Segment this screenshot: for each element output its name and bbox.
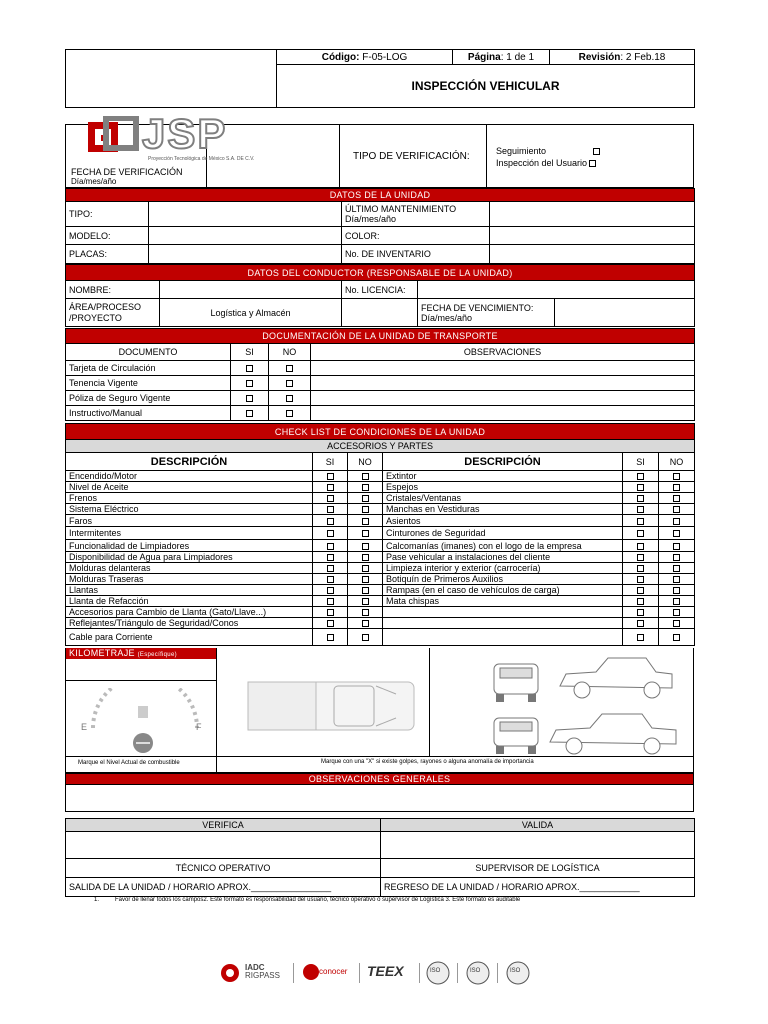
doc-no-checkbox[interactable] — [286, 410, 293, 417]
checklist-left-si-checkbox[interactable] — [327, 576, 334, 583]
table-row — [66, 540, 695, 552]
checklist-right-label: Mata chispas — [383, 596, 623, 607]
checklist-right-si-checkbox[interactable] — [637, 543, 644, 550]
checklist-right-label: Pase vehicular a instalaciones del cliente — [383, 552, 623, 563]
checklist-right-no-checkbox-cell — [659, 552, 695, 563]
kilometraje-label: KILOMETRAJE (Específique) — [66, 648, 216, 659]
unidad-section-title: DATOS DE LA UNIDAD — [66, 189, 695, 202]
checklist-right-no-checkbox-cell — [659, 618, 695, 629]
checklist-right-no-checkbox-cell — [659, 504, 695, 515]
modelo-label: MODELO: — [66, 227, 149, 245]
checklist-right-si-checkbox-cell — [623, 471, 659, 482]
checklist-left-si-checkbox-cell — [313, 585, 348, 596]
area-extra-field[interactable] — [342, 299, 418, 327]
checklist-left-label: Llantas — [66, 585, 313, 596]
checklist-left-label: Llanta de Refacción — [66, 596, 313, 607]
checklist-right-si-checkbox[interactable] — [637, 587, 644, 594]
table-row — [66, 585, 695, 596]
col-si-left: SI — [313, 453, 348, 471]
checklist-left-no-checkbox[interactable] — [362, 506, 369, 513]
seguimiento-checkbox[interactable] — [593, 148, 600, 155]
col-documento: DOCUMENTO — [66, 344, 231, 361]
checklist-left-no-checkbox-cell — [348, 504, 383, 515]
checklist-right-label: Rampas (en el caso de vehículos de carga) — [383, 585, 623, 596]
checklist-left-si-checkbox[interactable] — [327, 598, 334, 605]
checklist-right-si-checkbox-cell — [623, 540, 659, 552]
doc-label: Tarjeta de Circulación — [66, 361, 231, 376]
color-field[interactable] — [490, 227, 695, 245]
doc-label: Tenencia Vigente — [66, 376, 231, 391]
tipo-verificacion-label: TIPO DE VERIFICACIÓN: — [353, 151, 470, 162]
checklist-right-si-checkbox[interactable] — [637, 620, 644, 627]
checklist-right-si-checkbox-cell — [623, 552, 659, 563]
header-table — [65, 49, 695, 108]
checklist-left-si-checkbox[interactable] — [327, 587, 334, 594]
checklist-left-si-checkbox[interactable] — [327, 609, 334, 616]
gauge-empty-label: E — [81, 722, 88, 732]
checklist-right-si-checkbox[interactable] — [637, 634, 644, 641]
checklist-right-si-checkbox[interactable] — [637, 576, 644, 583]
checklist-left-si-checkbox[interactable] — [327, 634, 334, 641]
checklist-left-label: Faros — [66, 515, 313, 527]
table-row — [66, 482, 695, 493]
checklist-right-no-checkbox[interactable] — [673, 495, 680, 502]
checklist-right-si-checkbox[interactable] — [637, 495, 644, 502]
verifica-signature-field[interactable] — [66, 832, 381, 859]
nombre-label: NOMBRE: — [66, 281, 160, 299]
checklist-table — [65, 423, 695, 646]
modelo-field[interactable] — [149, 227, 342, 245]
tecnico-operativo-label: TÉCNICO OPERATIVO — [66, 859, 381, 878]
checklist-left-no-checkbox-cell — [348, 515, 383, 527]
kilometraje-block — [65, 648, 694, 773]
table-row — [66, 391, 695, 406]
checklist-left-si-checkbox[interactable] — [327, 543, 334, 550]
checklist-left-label: Reflejantes/Triángulo de Seguridad/Conos — [66, 618, 313, 629]
checklist-right-label: Extintor — [383, 471, 623, 482]
checklist-right-label: Cinturones de Seguridad — [383, 527, 623, 540]
iadc-logo-icon — [219, 962, 241, 984]
table-row — [66, 563, 695, 574]
conductor-table — [65, 264, 695, 327]
checklist-left-label: Intermitentes — [66, 527, 313, 540]
fecha-verificacion: FECHA DE VERIFICACIÓN Día/mes/año — [71, 167, 183, 186]
checklist-left-no-checkbox-cell — [348, 471, 383, 482]
conocer-logo-text: conocer — [319, 967, 348, 976]
tipo-label: TIPO: — [66, 202, 149, 227]
checklist-left-no-checkbox-cell — [348, 493, 383, 504]
checklist-right-label: Asientos — [383, 515, 623, 527]
fuel-gauge-icon — [81, 688, 211, 754]
area-label: ÁREA/PROCESO /PROYECTO — [66, 299, 160, 327]
checklist-left-label: Accesorios para Cambio de Llanta (Gato/Llave...) — [66, 607, 313, 618]
tipo-field[interactable] — [149, 202, 342, 227]
valida-label: VALIDA — [381, 819, 695, 832]
checklist-right-si-checkbox[interactable] — [637, 565, 644, 572]
vehicle-rear-view-icon[interactable] — [486, 710, 546, 756]
documentacion-section-title: DOCUMENTACIÓN DE LA UNIDAD DE TRANSPORTE — [66, 329, 695, 344]
checklist-left-si-checkbox-cell — [313, 493, 348, 504]
checklist-left-no-checkbox[interactable] — [362, 495, 369, 502]
revision-cell: Revisión: 2 Feb.18 — [550, 50, 695, 65]
checklist-left-si-checkbox[interactable] — [327, 530, 334, 537]
doc-no-checkbox[interactable] — [286, 365, 293, 372]
doc-label: Instructivo/Manual — [66, 406, 231, 421]
checklist-right-no-checkbox-cell — [659, 540, 695, 552]
vehicle-side-view-2-icon[interactable] — [546, 710, 681, 756]
vencimiento-label: FECHA DE VENCIMIENTO: Día/mes/año — [418, 299, 555, 327]
color-label: COLOR: — [342, 227, 490, 245]
checklist-right-si-checkbox[interactable] — [637, 598, 644, 605]
valida-signature-field[interactable] — [381, 832, 695, 859]
checklist-left-no-checkbox[interactable] — [362, 518, 369, 525]
checklist-left-si-checkbox-cell — [313, 574, 348, 585]
checklist-left-si-checkbox-cell — [313, 504, 348, 515]
col-si-right: SI — [623, 453, 659, 471]
checklist-right-label: Espejos — [383, 482, 623, 493]
table-row — [66, 574, 695, 585]
checklist-right-si-checkbox[interactable] — [637, 530, 644, 537]
col-observaciones: OBSERVACIONES — [311, 344, 695, 361]
checklist-left-no-checkbox-cell — [348, 552, 383, 563]
checklist-right-label: Botiquín de Primeros Auxilios — [383, 574, 623, 585]
checklist-right-no-checkbox[interactable] — [673, 587, 680, 594]
checklist-right-no-checkbox[interactable] — [673, 484, 680, 491]
table-row — [66, 607, 695, 618]
checklist-left-no-checkbox[interactable] — [362, 484, 369, 491]
checklist-left-no-checkbox[interactable] — [362, 609, 369, 616]
checklist-right-no-checkbox[interactable] — [673, 576, 680, 583]
fuel-note: Marque el Nivel Actual de combustible — [78, 760, 180, 766]
inspeccion-usuario-checkbox[interactable] — [589, 160, 596, 167]
iso-badge-2-text: ISO — [470, 968, 481, 974]
table-row — [66, 361, 695, 376]
logo-mark-icon — [84, 116, 144, 166]
col-descripcion-left: DESCRIPCIÓN — [66, 453, 313, 471]
conocer-logo-icon — [301, 962, 321, 982]
checklist-left-label: Molduras delanteras — [66, 563, 313, 574]
regreso-unidad-field[interactable]: REGRESO DE LA UNIDAD / HORARIO APROX.____________ — [381, 878, 695, 897]
doc-no-checkbox[interactable] — [286, 380, 293, 387]
checklist-right-si-checkbox-cell — [623, 527, 659, 540]
checklist-left-no-checkbox[interactable] — [362, 576, 369, 583]
vehicle-side-view-icon[interactable] — [556, 652, 676, 702]
checklist-left-si-checkbox-cell — [313, 515, 348, 527]
checklist-left-si-checkbox[interactable] — [327, 473, 334, 480]
checklist-left-si-checkbox-cell — [313, 596, 348, 607]
checklist-right-no-checkbox[interactable] — [673, 530, 680, 537]
checklist-right-no-checkbox[interactable] — [673, 609, 680, 616]
checklist-left-no-checkbox-cell — [348, 629, 383, 646]
checklist-left-si-checkbox-cell — [313, 563, 348, 574]
checklist-left-no-checkbox[interactable] — [362, 587, 369, 594]
checklist-right-si-checkbox-cell — [623, 607, 659, 618]
checklist-right-no-checkbox-cell — [659, 482, 695, 493]
footer-logos — [219, 958, 549, 988]
checklist-right-no-checkbox[interactable] — [673, 554, 680, 561]
checklist-right-no-checkbox[interactable] — [673, 634, 680, 641]
checklist-right-label — [383, 618, 623, 629]
checklist-right-si-checkbox-cell — [623, 629, 659, 646]
checklist-right-si-checkbox[interactable] — [637, 473, 644, 480]
observaciones-table — [65, 773, 694, 812]
vencimiento-field[interactable] — [555, 299, 695, 327]
checklist-left-si-checkbox[interactable] — [327, 506, 334, 513]
ultimo-mantenimiento-field[interactable] — [490, 202, 695, 227]
checklist-left-no-checkbox-cell — [348, 527, 383, 540]
col-no: NO — [269, 344, 311, 361]
doc-obs-field[interactable] — [311, 391, 695, 406]
conductor-section-title: DATOS DEL CONDUCTOR (RESPONSABLE DE LA UNIDAD) — [66, 265, 695, 281]
checklist-right-label: Manchas en Vestiduras — [383, 504, 623, 515]
checklist-right-no-checkbox[interactable] — [673, 620, 680, 627]
doc-si-checkbox[interactable] — [246, 395, 253, 402]
checklist-right-no-checkbox-cell — [659, 574, 695, 585]
header-blank — [66, 50, 277, 108]
checklist-left-no-checkbox[interactable] — [362, 565, 369, 572]
checklist-right-label: Calcomanías (imanes) con el logo de la empresa — [383, 540, 623, 552]
damage-note: Marque con una "X" si existe golpes, rayones o alguna anomalía de importancia — [321, 759, 534, 765]
checklist-right-no-checkbox-cell — [659, 585, 695, 596]
checklist-right-no-checkbox-cell — [659, 629, 695, 646]
firmas-table — [65, 818, 695, 897]
doc-si-checkbox[interactable] — [246, 365, 253, 372]
checklist-right-no-checkbox[interactable] — [673, 473, 680, 480]
checklist-right-si-checkbox-cell — [623, 574, 659, 585]
observaciones-section-title: OBSERVACIONES GENERALES — [66, 774, 694, 785]
salida-unidad-field[interactable]: SALIDA DE LA UNIDAD / HORARIO APROX.________________ — [66, 878, 381, 897]
unidad-table — [65, 188, 695, 264]
checklist-right-si-checkbox[interactable] — [637, 484, 644, 491]
inventario-label: No. DE INVENTARIO — [342, 245, 490, 264]
checklist-right-si-checkbox-cell — [623, 493, 659, 504]
observaciones-field[interactable] — [66, 785, 694, 812]
checklist-right-no-checkbox-cell — [659, 471, 695, 482]
checklist-left-no-checkbox-cell — [348, 563, 383, 574]
checklist-right-label — [383, 607, 623, 618]
checklist-right-no-checkbox[interactable] — [673, 506, 680, 513]
checklist-left-label: Nivel de Aceite — [66, 482, 313, 493]
iso-badge-1-text: ISO — [430, 968, 441, 974]
col-descripcion-right: DESCRIPCIÓN — [383, 453, 623, 471]
checklist-right-no-checkbox[interactable] — [673, 518, 680, 525]
table-row — [66, 596, 695, 607]
checklist-left-si-checkbox-cell — [313, 540, 348, 552]
area-value: Logística y Almacén — [160, 299, 342, 327]
checklist-right-si-checkbox[interactable] — [637, 518, 644, 525]
doc-obs-field[interactable] — [311, 376, 695, 391]
code-cell: Código: F-05-LOG — [277, 50, 453, 65]
checklist-left-si-checkbox[interactable] — [327, 620, 334, 627]
checklist-right-no-checkbox-cell — [659, 607, 695, 618]
checklist-right-si-checkbox[interactable] — [637, 506, 644, 513]
placas-field[interactable] — [149, 245, 342, 264]
logo-subtitle: Proyección Tecnológica de México S.A. DE C.V. — [148, 156, 255, 162]
checklist-left-si-checkbox-cell — [313, 552, 348, 563]
checklist-left-no-checkbox[interactable] — [362, 530, 369, 537]
checklist-left-label: Encendido/Motor — [66, 471, 313, 482]
checklist-right-no-checkbox[interactable] — [673, 565, 680, 572]
table-row — [66, 406, 695, 421]
company-logo — [84, 110, 264, 168]
table-row — [66, 471, 695, 482]
checklist-right-si-checkbox-cell — [623, 504, 659, 515]
checklist-right-label: Limpieza interior y exterior (carrocería) — [383, 563, 623, 574]
gauge-full-label: F — [196, 722, 202, 732]
checklist-right-si-checkbox-cell — [623, 596, 659, 607]
checklist-left-si-checkbox-cell — [313, 482, 348, 493]
ultimo-mantenimiento-label: ÚLTIMO MANTENIMIENTO Día/mes/año — [342, 202, 490, 227]
doc-si-checkbox[interactable] — [246, 410, 253, 417]
col-no-right: NO — [659, 453, 695, 471]
footnote: 1. Favor de llenar todos los campos2. Este formato es responsabilidad del usuario, técnico operativo o supervisor de Logística 3. Este formato es auditable — [94, 897, 521, 903]
doc-si-checkbox[interactable] — [246, 380, 253, 387]
checklist-left-no-checkbox-cell — [348, 540, 383, 552]
checklist-right-si-checkbox-cell — [623, 482, 659, 493]
checklist-left-label: Molduras Traseras — [66, 574, 313, 585]
checklist-left-no-checkbox[interactable] — [362, 598, 369, 605]
checklist-left-no-checkbox-cell — [348, 596, 383, 607]
licencia-label: No. LICENCIA: — [342, 281, 418, 299]
checklist-right-no-checkbox-cell — [659, 596, 695, 607]
checklist-left-no-checkbox[interactable] — [362, 634, 369, 641]
vehicle-front-view-icon[interactable] — [486, 654, 546, 706]
checklist-left-label: Frenos — [66, 493, 313, 504]
checklist-left-label: Funcionalidad de Limpiadores — [66, 540, 313, 552]
checklist-right-si-checkbox-cell — [623, 585, 659, 596]
doc-obs-field[interactable] — [311, 361, 695, 376]
seguimiento-option[interactable]: Seguimiento — [496, 145, 600, 157]
checklist-left-si-checkbox-cell — [313, 607, 348, 618]
nombre-field[interactable] — [160, 281, 342, 299]
checklist-section-title: CHECK LIST DE CONDICIONES DE LA UNIDAD — [66, 424, 695, 440]
teex-logo: TEEX — [367, 963, 404, 979]
checklist-right-si-checkbox-cell — [623, 563, 659, 574]
checklist-left-si-checkbox[interactable] — [327, 495, 334, 502]
checklist-right-si-checkbox-cell — [623, 618, 659, 629]
iso-badge-3-text: ISO — [510, 968, 521, 974]
checklist-right-si-checkbox-cell — [623, 515, 659, 527]
table-row — [66, 504, 695, 515]
col-si: SI — [231, 344, 269, 361]
verifica-label: VERIFICA — [66, 819, 381, 832]
checklist-right-no-checkbox[interactable] — [673, 543, 680, 550]
licencia-field[interactable] — [418, 281, 695, 299]
checklist-right-si-checkbox[interactable] — [637, 554, 644, 561]
checklist-left-no-checkbox-cell — [348, 618, 383, 629]
page-cell: Página: 1 de 1 — [453, 50, 550, 65]
checklist-left-si-checkbox[interactable] — [327, 518, 334, 525]
checklist-left-si-checkbox[interactable] — [327, 554, 334, 561]
doc-obs-field[interactable] — [311, 406, 695, 421]
doc-label: Póliza de Seguro Vigente — [66, 391, 231, 406]
checklist-left-si-checkbox[interactable] — [327, 484, 334, 491]
checklist-right-no-checkbox[interactable] — [673, 598, 680, 605]
table-row — [66, 552, 695, 563]
iadc-logo-text: IADC RIGPASS — [245, 963, 280, 980]
vehicle-top-view-icon[interactable] — [246, 676, 416, 736]
checklist-left-si-checkbox-cell — [313, 618, 348, 629]
checklist-left-label: Disponibilidad de Agua para Limpiadores — [66, 552, 313, 563]
table-row — [66, 515, 695, 527]
checklist-left-no-checkbox[interactable] — [362, 543, 369, 550]
checklist-right-label: Cristales/Ventanas — [383, 493, 623, 504]
inspeccion-usuario-option[interactable]: Inspección del Usuario — [496, 157, 600, 169]
checklist-right-no-checkbox-cell — [659, 515, 695, 527]
logo-text: JSP — [142, 110, 228, 157]
checklist-left-no-checkbox-cell — [348, 585, 383, 596]
table-row — [66, 618, 695, 629]
inventario-field[interactable] — [490, 245, 695, 264]
supervisor-logistica-label: SUPERVISOR DE LOGÍSTICA — [381, 859, 695, 878]
checklist-left-no-checkbox-cell — [348, 482, 383, 493]
checklist-right-label — [383, 629, 623, 646]
checklist-left-si-checkbox[interactable] — [327, 565, 334, 572]
top-block — [65, 110, 694, 188]
checklist-right-si-checkbox[interactable] — [637, 609, 644, 616]
documentacion-table — [65, 328, 695, 421]
checklist-right-no-checkbox-cell — [659, 493, 695, 504]
checklist-left-si-checkbox-cell — [313, 471, 348, 482]
table-row — [66, 527, 695, 540]
checklist-left-si-checkbox-cell — [313, 527, 348, 540]
checklist-left-no-checkbox[interactable] — [362, 620, 369, 627]
checklist-right-no-checkbox-cell — [659, 527, 695, 540]
table-row — [66, 493, 695, 504]
col-no-left: NO — [348, 453, 383, 471]
checklist-left-si-checkbox-cell — [313, 629, 348, 646]
checklist-right-no-checkbox-cell — [659, 563, 695, 574]
checklist-left-label: Cable para Corriente — [66, 629, 313, 646]
page-title: INSPECCIÓN VEHICULAR — [277, 65, 695, 108]
placas-label: PLACAS: — [66, 245, 149, 264]
checklist-left-no-checkbox-cell — [348, 607, 383, 618]
checklist-left-label: Sistema Eléctrico — [66, 504, 313, 515]
checklist-left-no-checkbox[interactable] — [362, 473, 369, 480]
checklist-subsection-title: ACCESORIOS Y PARTES — [66, 440, 695, 453]
table-row — [66, 376, 695, 391]
doc-no-checkbox[interactable] — [286, 395, 293, 402]
checklist-left-no-checkbox[interactable] — [362, 554, 369, 561]
checklist-left-no-checkbox-cell — [348, 574, 383, 585]
tipo-verificacion-options — [496, 145, 600, 169]
table-row — [66, 629, 695, 646]
